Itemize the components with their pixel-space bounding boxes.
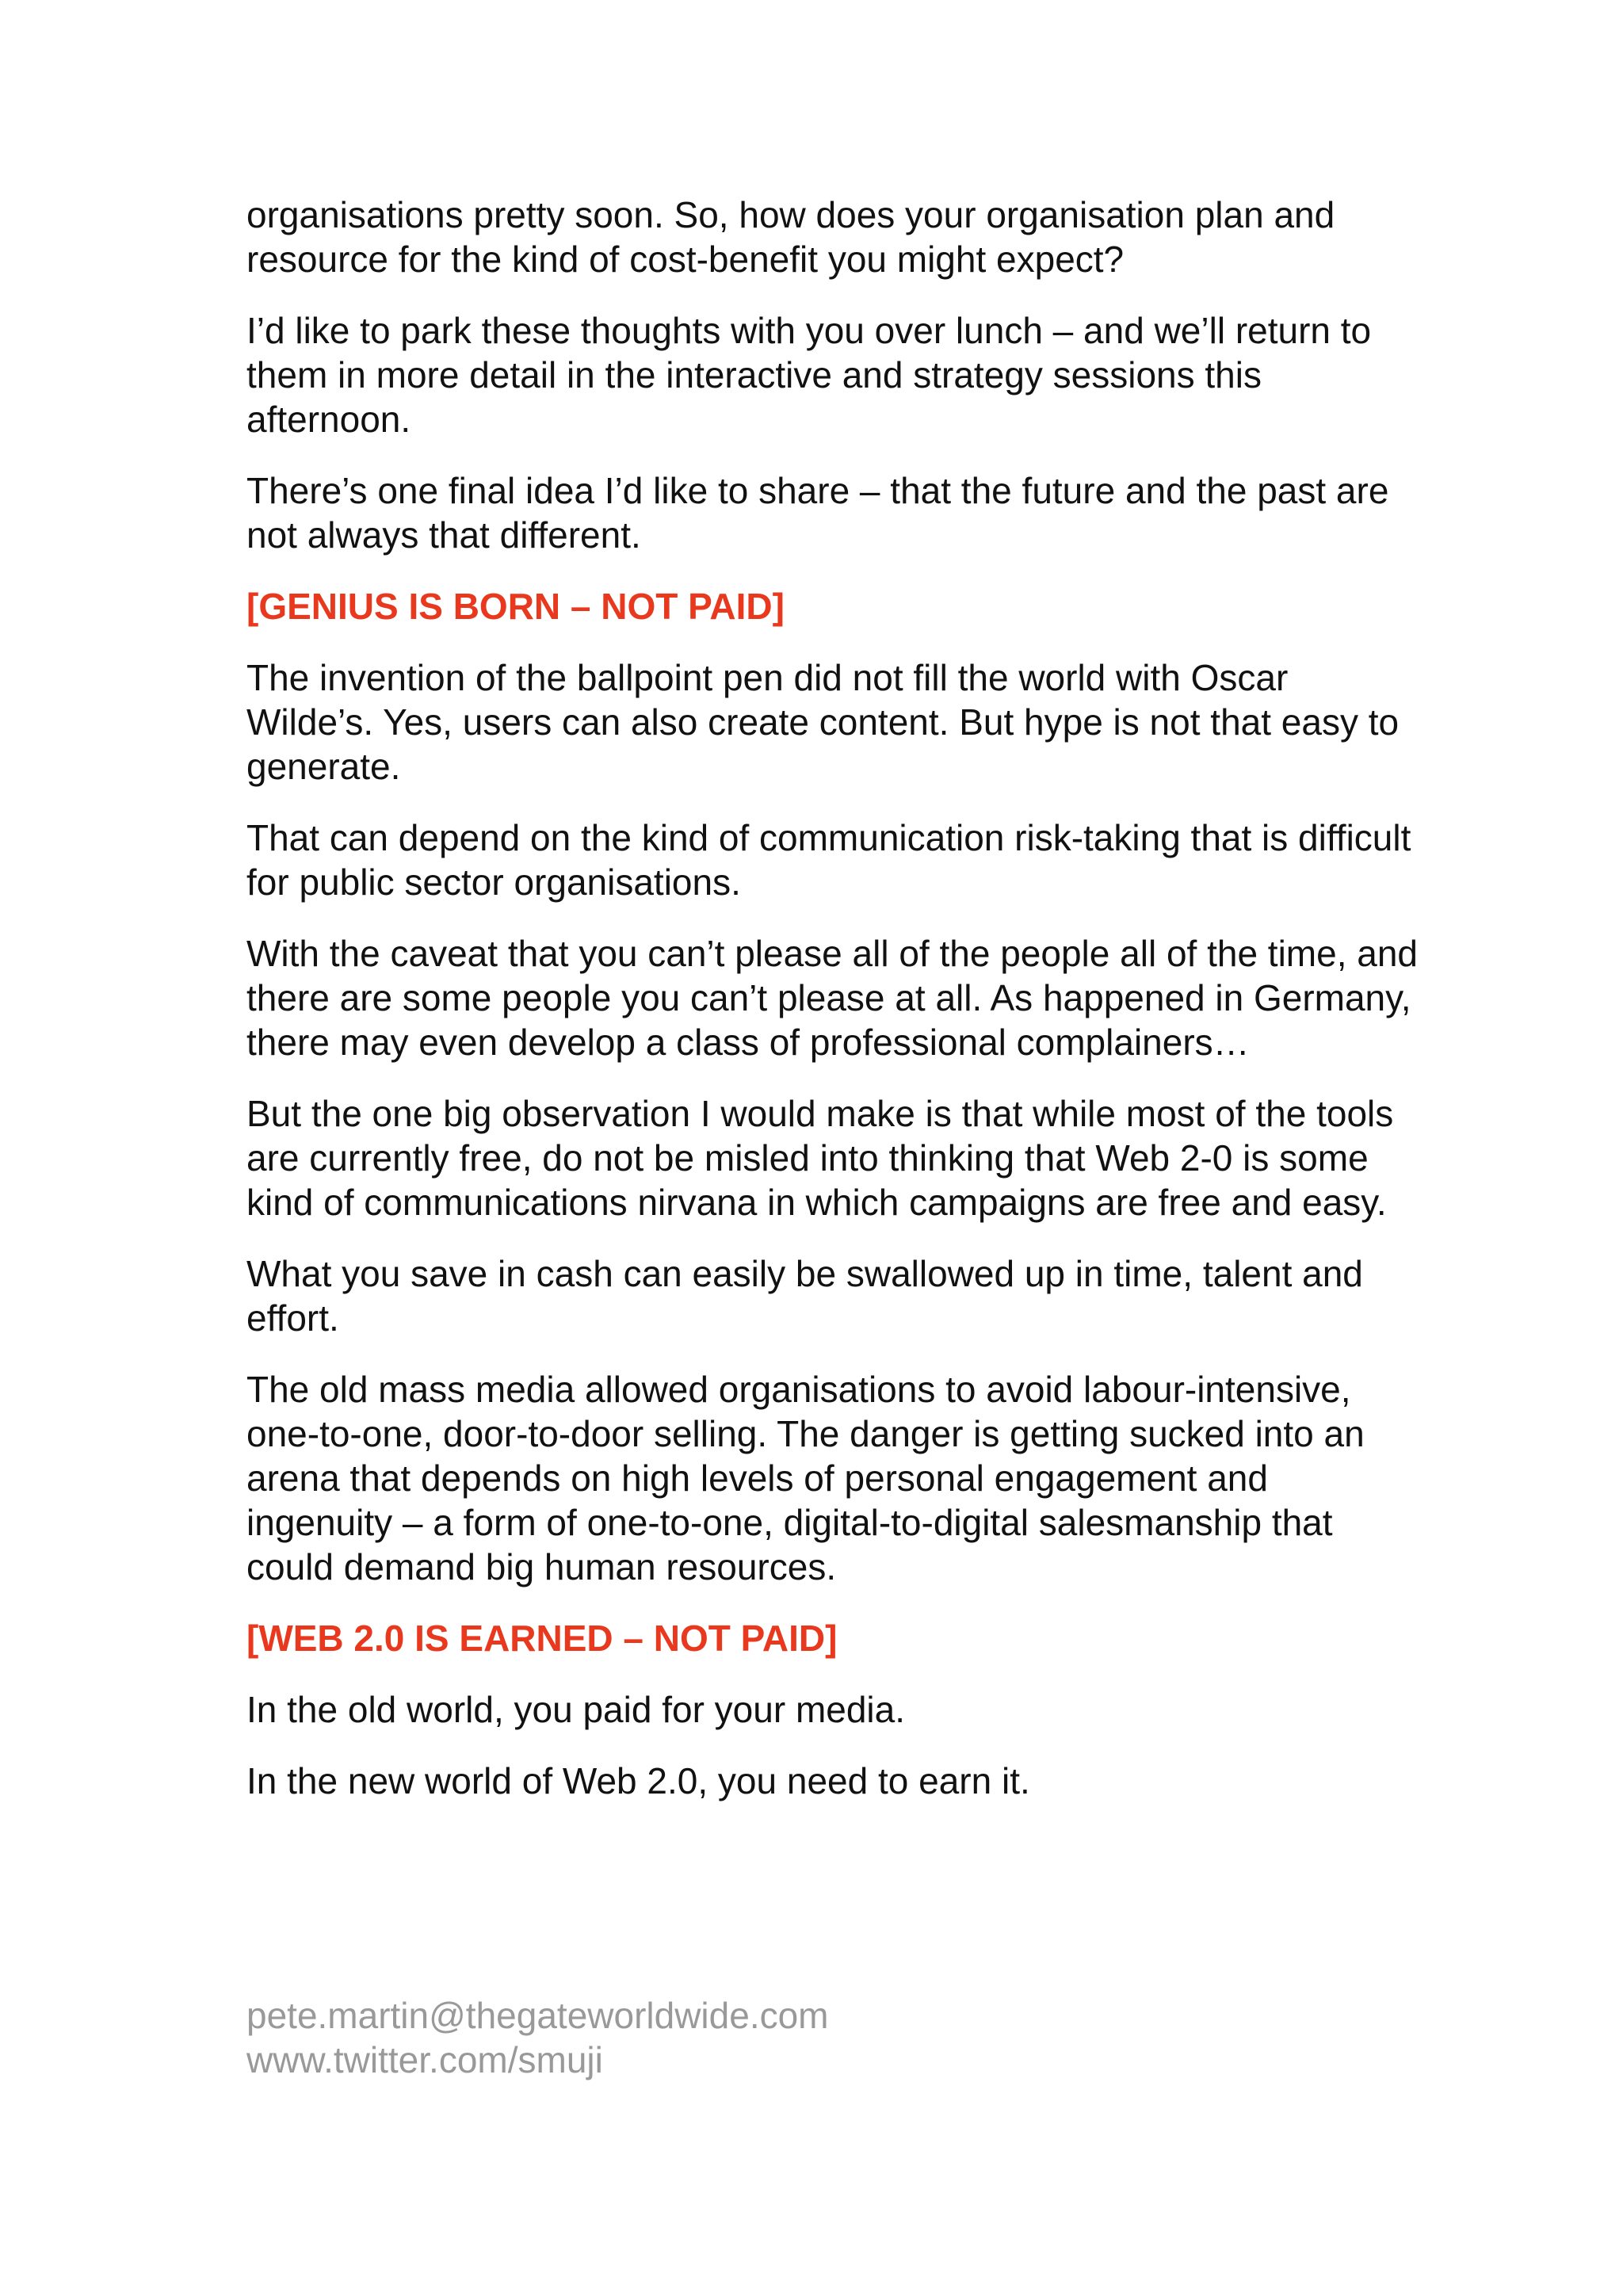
paragraph: The invention of the ballpoint pen did not fill the world with Oscar Wilde’s. Yes, users can also create content. But hype is not that easy to generate. (246, 657, 1400, 787)
paragraph: The old mass media allowed organisations to avoid labour-intensive, one-to-one, door-to-door selling. The danger is getting sucked into an arena that depends on high levels of personal engagement and ingenuity – a form of one-to-one, digital-to-digital salesmanship that could demand big human resources. (246, 1369, 1365, 1587)
paragraph: In the new world of Web 2.0, you need to earn it. (246, 1760, 1030, 1801)
paragraph: In the old world, you paid for your media. (246, 1689, 906, 1730)
paragraph: There’s one final idea I’d like to share – that the future and the past are not always that different. (246, 470, 1389, 556)
paragraph: That can depend on the kind of communication risk-taking that is difficult for public sector organisations. (246, 817, 1411, 903)
contact-email: pete.martin@thegateworldwide.com (246, 1995, 829, 2036)
document-body (246, 193, 1419, 1830)
paragraph: What you save in cash can easily be swallowed up in time, talent and effort. (246, 1253, 1363, 1339)
section-heading: [WEB 2.0 IS EARNED – NOT PAID] (246, 1618, 838, 1659)
paragraph: organisations pretty soon. So, how does your organisation plan and resource for the kind of cost-benefit you might expect? (246, 194, 1335, 280)
paragraph: With the caveat that you can’t please all of the people all of the time, and there are some people you can’t please at all. As happened in Germany, there may even develop a class of professional complainers… (246, 933, 1419, 1063)
paragraph: But the one big observation I would make is that while most of the tools are currently free, do not be misled into thinking that Web 2-0 is some kind of communications nirvana in which campaigns are free and easy. (246, 1093, 1394, 1223)
paragraph: I’d like to park these thoughts with you over lunch – and we’ll return to them in more detail in the interactive and strategy sessions this afternoon. (246, 310, 1372, 440)
section-heading: [GENIUS IS BORN – NOT PAID] (246, 586, 785, 627)
contact-twitter: www.twitter.com/smuji (246, 2039, 603, 2080)
contact-info (246, 1993, 829, 2082)
